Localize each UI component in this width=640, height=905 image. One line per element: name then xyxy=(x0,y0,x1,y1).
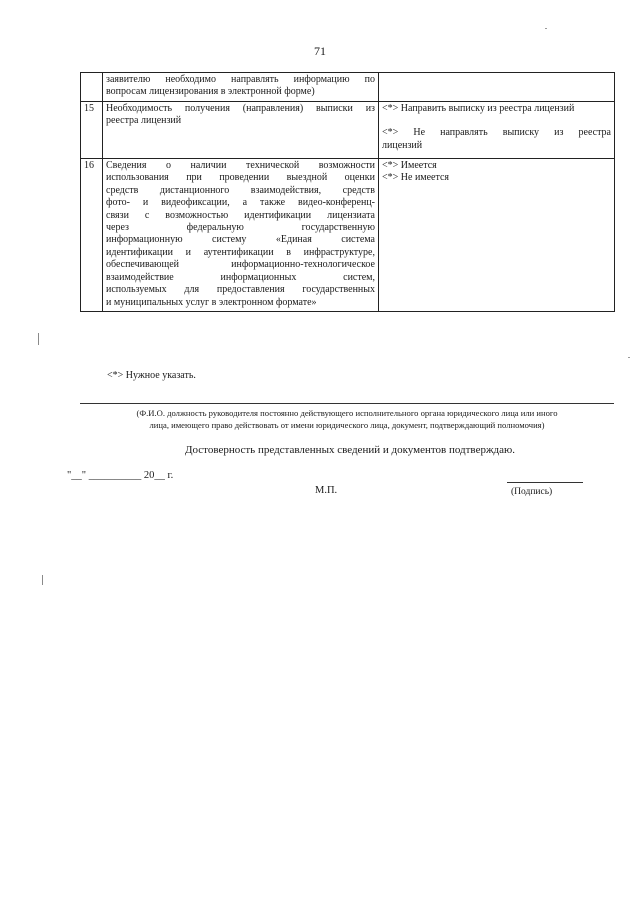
scan-speck xyxy=(545,28,547,29)
row-number: 16 xyxy=(81,159,103,312)
signature-label: (Подпись) xyxy=(511,487,553,497)
answer-cell xyxy=(379,159,615,312)
option-available[interactable]: <*> Имеется xyxy=(382,160,437,172)
answer-cell xyxy=(379,101,615,158)
scan-speck xyxy=(628,357,630,358)
signature-name-line xyxy=(80,403,614,404)
question-line: заявителю необходимо направлять информацию по xyxy=(106,74,375,85)
question-line: обеспечивающей информационно-технологическое xyxy=(106,259,375,271)
question-cell xyxy=(103,101,379,158)
question-line: взаимодействие информационных систем, xyxy=(106,271,375,283)
footnote: <*> Нужное указать. xyxy=(107,370,196,381)
confirmation-text: Достоверность представленных сведений и документов подтверждаю. xyxy=(185,444,515,456)
question-cell xyxy=(103,73,379,102)
question-cell xyxy=(103,159,379,312)
option-not-available[interactable]: <*> Не имеется xyxy=(382,172,450,184)
stamp-label: М.П. xyxy=(315,485,338,496)
form-table xyxy=(80,72,615,312)
option-not-send-extract-cont: лицензий xyxy=(382,139,423,151)
table-row-15 xyxy=(81,101,615,158)
question-line: фото- и видеофиксации, а также видео-конференц- xyxy=(106,197,375,209)
question-line: и муниципальных услуг в электронном формате» xyxy=(106,296,317,308)
date-line: "__" __________ 20__ г. xyxy=(67,470,174,481)
question-line: через федеральную государственную xyxy=(106,222,375,234)
option-not-send-extract[interactable]: <*> Не направлять выписку из реестра xyxy=(382,127,611,139)
page-number: 71 xyxy=(314,44,326,58)
option-send-extract[interactable]: <*> Направить выписку из реестра лицензий xyxy=(382,102,575,114)
question-line: информационную систему «Единая система xyxy=(106,234,375,246)
scan-margin-mark xyxy=(38,333,39,345)
caption-line: (Ф.И.О. должность руководителя постоянно действующего исполнительного органа юридического лица или иного xyxy=(136,408,558,418)
signature-underline xyxy=(507,482,583,483)
table-row-16 xyxy=(81,159,615,312)
question-line: Необходимость получения (направления) выписки из xyxy=(106,102,375,114)
row-number: 15 xyxy=(81,101,103,158)
answer-cell xyxy=(379,73,615,102)
table-row-continuation xyxy=(81,73,615,102)
question-line: реестра лицензий xyxy=(106,115,182,127)
question-line: использования при проведении выездной оценки xyxy=(106,172,375,184)
question-line: средств дистанционного взаимодействия, средств xyxy=(106,184,375,196)
question-line: идентификации и аутентификации в инфраструктуре, xyxy=(106,246,375,258)
scan-margin-mark xyxy=(42,575,43,585)
question-line: вопросам лицензирования в электронной форме) xyxy=(106,86,315,98)
question-line: используемых для предоставления государственных xyxy=(106,284,375,296)
row-number xyxy=(81,73,103,102)
question-line: Сведения о наличии технической возможности xyxy=(106,160,375,172)
signature-name-caption xyxy=(80,407,614,431)
caption-line: лица, имеющего право действовать от имени юридического лица, документ, подтверждающий полномочия) xyxy=(149,420,545,430)
question-line: связи с возможностью идентификации лицензиата xyxy=(106,209,375,221)
